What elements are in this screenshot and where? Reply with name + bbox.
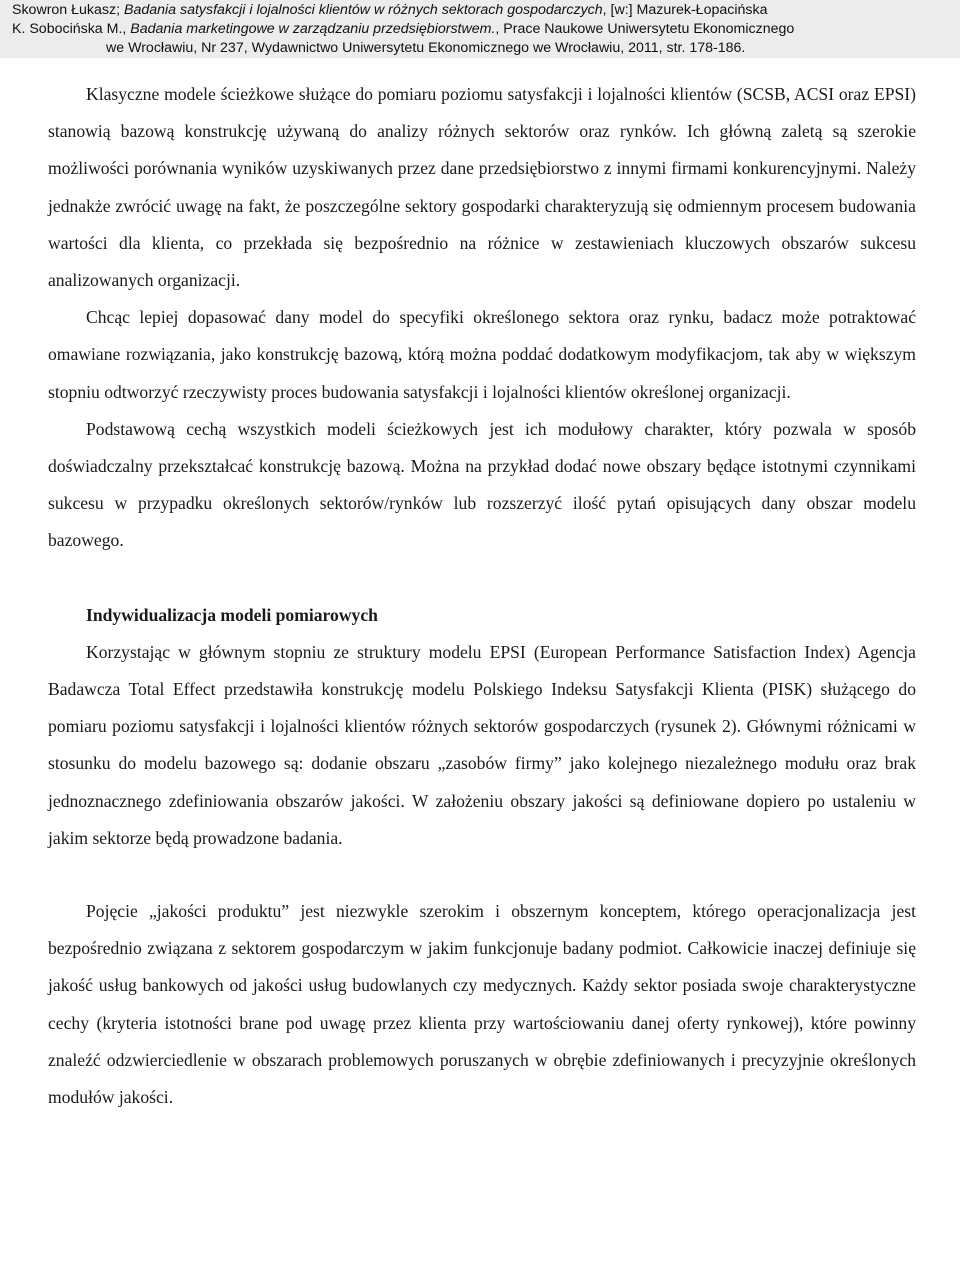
citation-line-1 (0, 1, 960, 20)
citation-line-3: we Wrocławiu, Nr 237, Wydawnictwo Uniwersytetu Ekonomicznego we Wrocławiu, 2011, str. 178-186. (106, 40, 746, 56)
citation-author-2: K. Sobocińska M., (12, 21, 131, 37)
citation-title-1: Badania satysfakcji i lojalności klientów w różnych sektorach gospodarczych (123, 2, 603, 18)
citation-header (0, 0, 960, 58)
paragraph-1: Klasyczne modele ścieżkowe służące do pomiaru poziomu satysfakcji i lojalności klientów (SCSB, ACSI oraz EPSI) stanowią bazową konstrukcję używaną do analizy różnych sektorów oraz rynków. Ich główną zaletą są szerokie możliwości porównania wyników uzyskiwanych przez dane przedsiębiorstwo z innymi firmami konkurencyjnymi. Należy jednakże zwrócić uwagę na fakt, że poszczególne sektory gospodarki charakteryzują się odmiennym procesem budowania wartości dla klienta, co przekłada się bezpośrednio na różnice w zestawieniach kluczowych obszarów sukcesu analizowanych organizacji. (48, 84, 916, 291)
citation-line-2 (0, 20, 960, 39)
paragraph-spacer (48, 857, 916, 893)
paragraph-2: Chcąc lepiej dopasować dany model do specyfiki określonego sektora oraz rynku, badacz może potraktować omawiane rozwiązania, jako konstrukcję bazową, którą można poddać dodatkowym modyfikacjom, tak aby w większym stopniu odtworzyć rzeczywisty proces budowania satysfakcji i lojalności klientów określonej organizacji. (48, 307, 916, 402)
citation-tail-2: , Prace Naukowe Uniwersytetu Ekonomicznego (495, 21, 795, 37)
paragraph-5: Pojęcie „jakości produktu” jest niezwykle szerokim i obszernym konceptem, którego operacjonalizacja jest bezpośrednio związana z sektorem gospodarczym w jakim funkcjonuje badany podmiot. Całkowicie inaczej definiuje się jakość usług bankowych od jakości usług budowlanych czy medycznych. Każdy sektor posiada swoje charakterystyczne cechy (kryteria istotności brane pod uwagę przez klienta przy wartościowaniu danej oferty rynkowej), które powinny znaleźć odzwierciedlenie w obszarach problemowych poruszanych w obrębie zdefiniowanych i precyzyjnie określonych modułów jakości. (48, 901, 916, 1108)
section-heading: Indywidualizacja modeli pomiarowych (86, 604, 378, 625)
citation-title-2: Badania marketingowe w zarządzaniu przedsiębiorstwem. (130, 21, 496, 37)
paragraph-3: Podstawową cechą wszystkich modeli ścieżkowych jest ich modułowy charakter, który pozwala w sposób doświadczalny przekształcać konstrukcję bazową. Można na przykład dodać nowe obszary będące istotnymi czynnikami sukcesu w przypadku określonych sektorów/rynków lub rozszerzyć ilość pytań opisujących dany obszar modelu bazowego. (48, 418, 916, 551)
citation-tail-1: , [w:] Mazurek-Łopacińska (602, 2, 768, 18)
paragraph-4: Korzystając w głównym stopniu ze struktury modelu EPSI (European Performance Satisfaction Index) Agencja Badawcza Total Effect przedstawiła konstrukcję modelu Polskiego Indeksu Satysfakcji Klienta (PISK) służącego do pomiaru poziomu satysfakcji i lojalności klientów różnych sektorów gospodarczych (rysunek 2). Głównymi różnicami w stosunku do modelu bazowego są: dodanie obszaru „zasobów firmy” jako kolejnego niezależnego modułu oraz brak jednoznacznego zdefiniowania obszarów jakości. W założeniu obszary jakości są definiowane dopiero po ustaleniu w jakim sektorze będą prowadzone badania. (48, 641, 916, 848)
citation-author-1: Skowron Łukasz; (12, 2, 124, 18)
article-body (48, 76, 916, 1116)
